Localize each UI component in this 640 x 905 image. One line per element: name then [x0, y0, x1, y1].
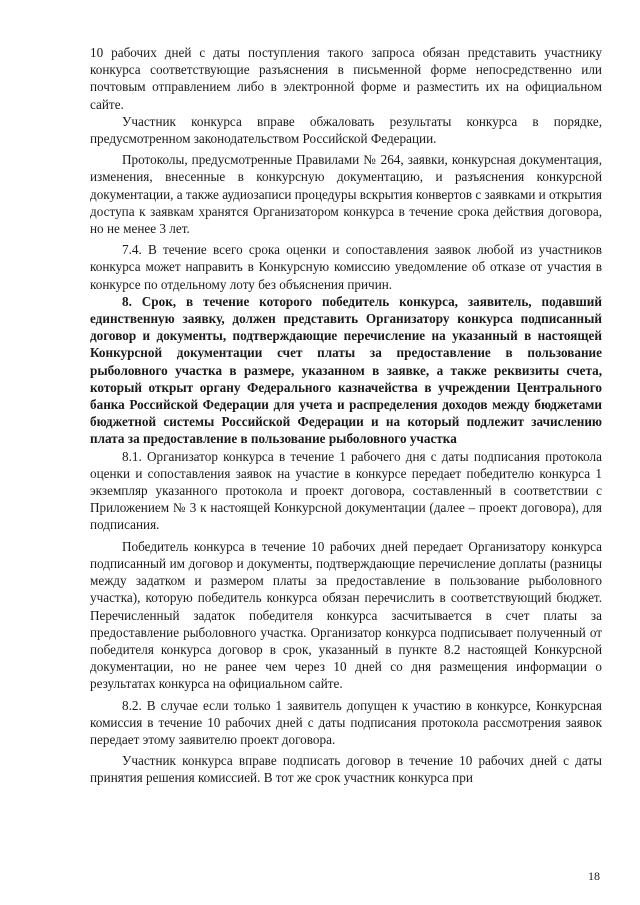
page-number: 18 — [588, 869, 600, 883]
paragraph-appeal: Участник конкурса вправе обжаловать результаты конкурса в порядке, предусмотренном законодательством Российской Федерации. — [90, 113, 602, 147]
paragraph-continuation: 10 рабочих дней с даты поступления такого запроса обязан представить участнику конкурса соответствующие разъяснения в письменной форме непосредственно или почтовым отправлением либо в электронной форме и разместить их на официальном сайте. — [90, 45, 602, 112]
paragraph-winner: Победитель конкурса в течение 10 рабочих дней передает Организатору конкурса подписанный им договор и документы, подтверждающие перечисление доплаты (разницы между задатком и размером платы за предоставление в пользование рыболовного участка), которую победитель конкурса обязан перечислить в соответствующий бюджет. Перечисленный задаток победителя конкурса засчитывается в счет платы за предоставление рыболовного участка. Организатор конкурса подписывает полученный от победителя конкурса договор в срок, указанный в пункте 8.2 настоящей Конкурсной документации, но не ранее чем через 10 дней со дня размещения информации о результатах конкурса на официальном сайте. — [90, 538, 602, 692]
section-heading-8: 8. Срок, в течение которого победитель конкурса, заявитель, подавший единственную заявку, должен представить Организатору конкурса подписанный договор и документы, подтверждающие перечисление на указанный в настоящей Конкурсной документации счет платы за предоставление в пользование рыболовного участка в размере, указанном в заявке, а также реквизиты счета, который открыт органу Федерального казначейства в учреждении Центрального банка Российской Федерации для учета и распределения доходов между бюджетами бюджетной системы Российской Федерации и на который подлежит зачислению плата за предоставление в пользование рыболовного участка — [90, 293, 602, 447]
paragraph-protocols: Протоколы, предусмотренные Правилами № 264, заявки, конкурсная документация, изменения, внесенные в конкурсную документацию, и разъяснения конкурсной документации, а также аудиозаписи процедуры вскрытия конвертов с заявками и открытия доступа к заявкам хранятся Организатором конкурса в течение срока действия договора, но не менее 3 лет. — [90, 152, 602, 237]
paragraph-participant: Участник конкурса вправе подписать договор в течение 10 рабочих дней с даты принятия решения комиссией. В тот же срок участник конкурса при — [90, 753, 602, 786]
paragraph-8-2: 8.2. В случае если только 1 заявитель допущен к участию в конкурсе, Конкурсная комиссия в течение 10 рабочих дней с даты подписания протокола рассмотрения заявок передает этому заявителю проект договора. — [90, 697, 602, 747]
page-content — [90, 44, 602, 787]
paragraph-8-1: 8.1. Организатор конкурса в течение 1 рабочего дня с даты подписания протокола оценки и сопоставления заявок на участие в конкурсе передает победителю конкурса 1 экземпляр указанного протокола и проект договора, составленный в соответствии с Приложением № 3 к настоящей Конкурсной документации (далее – проект договора), для подписания. — [90, 448, 602, 533]
paragraph-7-4: 7.4. В течение всего срока оценки и сопоставления заявок любой из участников конкурса может направить в Конкурсную комиссию уведомление об отказе от участия в конкурсе по отдельному лоту без объяснения причин. — [90, 242, 602, 292]
